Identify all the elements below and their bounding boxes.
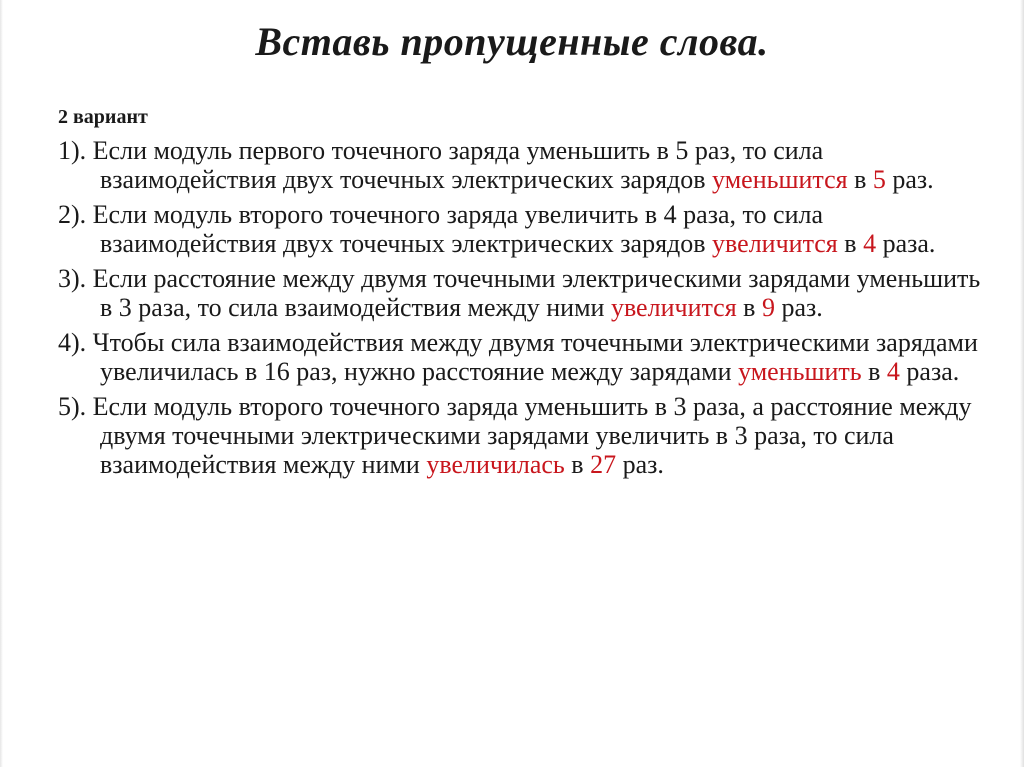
question-number: 3). (58, 264, 87, 293)
answer-number: 27 (590, 450, 617, 479)
variant-label: 2 вариант (58, 106, 148, 128)
question-item-4 (58, 328, 988, 386)
answer-word: уменьшится (712, 165, 848, 194)
question-item-2 (58, 200, 988, 258)
question-text: раз. (622, 450, 664, 479)
answer-number: 9 (761, 293, 775, 322)
question-text: Если модуль первого точечного заряда уменьшить в 5 раз, то сила взаимодействия двух точечных электрических зарядов (92, 136, 824, 194)
answer-word: увеличится (610, 293, 737, 322)
question-text: Чтобы сила взаимодействия между двумя точечными электрическими зарядами увеличилась в 16 раз, нужно расстояние между зарядами (92, 328, 978, 386)
question-text: раза. (882, 229, 936, 258)
question-text: Если расстояние между двумя точечными электрическими зарядами уменьшить в 3 раза, то сила взаимодействия между ними (92, 264, 981, 322)
question-text: в (844, 229, 857, 258)
answer-word: увеличилась (426, 450, 565, 479)
slide-title: Вставь пропущенные слова. (255, 19, 769, 64)
question-number: 2). (58, 200, 87, 229)
answer-word: увеличится (712, 229, 838, 258)
question-number: 5). (58, 392, 87, 421)
question-number: 1). (58, 136, 87, 165)
question-item-5 (58, 392, 988, 479)
question-list (58, 136, 988, 485)
slide-right-edge (1020, 0, 1024, 767)
question-text: в (571, 450, 584, 479)
question-text: в (743, 293, 756, 322)
question-text: раза. (906, 357, 960, 386)
answer-number: 5 (872, 165, 886, 194)
question-text: Если модуль второго точечного заряда увеличить в 4 раза, то сила взаимодействия двух точечных электрических зарядов (92, 200, 824, 258)
slide-left-edge (0, 0, 3, 767)
question-item-3 (58, 264, 988, 322)
question-text: раз. (781, 293, 823, 322)
question-text: раз. (892, 165, 934, 194)
question-number: 4). (58, 328, 87, 357)
question-text: в (868, 357, 881, 386)
question-text: в (854, 165, 867, 194)
question-text: Если модуль второго точечного заряда уменьшить в 3 раза, а расстояние между двумя точечными электрическими зарядами увеличить в 3 раза, то сила взаимодействия между ними (92, 392, 972, 479)
answer-number: 4 (863, 229, 877, 258)
answer-word: уменьшить (738, 357, 862, 386)
answer-number: 4 (886, 357, 900, 386)
question-item-1 (58, 136, 988, 194)
